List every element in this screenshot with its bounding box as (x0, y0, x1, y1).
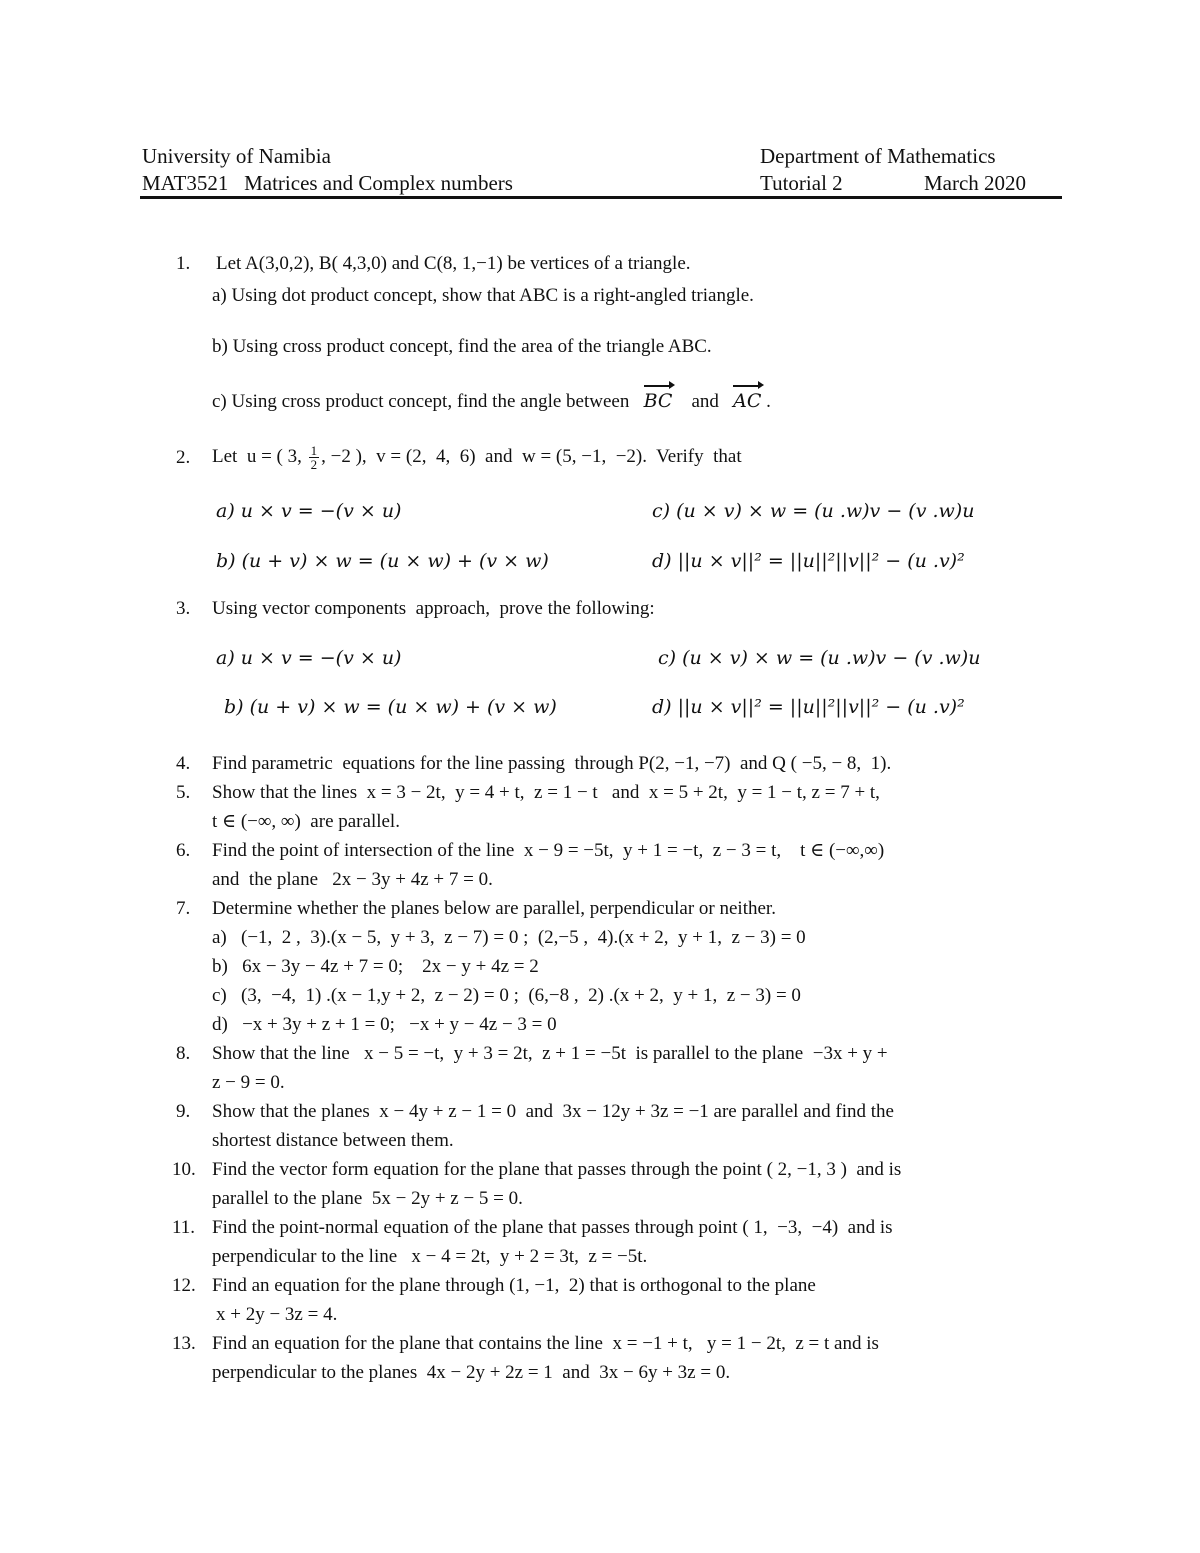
q10-line2: parallel to the plane 5x − 2y + z − 5 = 0. (212, 1188, 523, 1209)
q11-number: 11. (172, 1217, 196, 1238)
q2-number: 2. (176, 447, 191, 468)
q13-line1: Find an equation for the plane that contains the line x = −1 + t, y = 1 − 2t, z = t and is (212, 1333, 879, 1354)
q7-part-a: a) (−1, 2 , 3).(x − 5, y + 3, z − 7) = 0 ; (2,−5 , 4).(x + 2, y + 1, z − 3) = 0 (212, 927, 806, 948)
q12-number: 12. (172, 1275, 196, 1296)
university-name: University of Namibia (142, 144, 331, 168)
vector-bc: BC (643, 390, 673, 412)
q1-part-c (212, 389, 771, 414)
q4-number: 4. (176, 753, 191, 774)
vector-ac: AC (733, 390, 762, 412)
q3-stem: Using vector components approach, prove the following: (212, 598, 655, 619)
q3-part-b: b) (u + v) × w = (u × w) + (v × w) (224, 696, 557, 718)
fraction-denominator: 2 (310, 457, 318, 473)
q9-line2: shortest distance between them. (212, 1130, 454, 1151)
q9-line1: Show that the planes x − 4y + z − 1 = 0 and 3x − 12y + 3z = −1 are parallel and find the (212, 1101, 894, 1122)
q8-number: 8. (176, 1043, 191, 1064)
q1-part-c-end: . (766, 391, 771, 412)
course-title: MAT3521 Matrices and Complex numbers (142, 171, 513, 195)
q3-part-c: c) (u × v) × w = (u .w)v − (v .w)u (658, 647, 981, 669)
q7-part-c: c) (3, −4, 1) .(x − 1,y + 2, z − 2) = 0 ; (6,−8 , 2) .(x + 2, y + 1, z − 3) = 0 (212, 985, 801, 1006)
q6-line2: and the plane 2x − 3y + 4z + 7 = 0. (212, 869, 493, 890)
q3-number: 3. (176, 598, 191, 619)
department-name: Department of Mathematics (760, 144, 996, 168)
q3-part-a: a) u × v = −(v × u) (216, 647, 402, 669)
q7-part-d: d) −x + 3y + z + 1 = 0; −x + y − 4z − 3 = 0 (212, 1014, 557, 1035)
q1-part-c-text: c) Using cross product concept, find the angle between (212, 391, 630, 412)
q3-part-d: d) ||u × v||² = ||u||²||v||² − (u .v)² (652, 696, 965, 718)
q5-number: 5. (176, 782, 191, 803)
q12-line1: Find an equation for the plane through (1, −1, 2) that is orthogonal to the plane (212, 1275, 816, 1296)
q13-line2: perpendicular to the planes 4x − 2y + 2z = 1 and 3x − 6y + 3z = 0. (212, 1362, 731, 1383)
q5-line1: Show that the lines x = 3 − 2t, y = 4 + t, z = 1 − t and x = 5 + 2t, y = 1 − t, z = 7 + t, (212, 782, 880, 803)
one-half-fraction (309, 444, 320, 471)
q4-line1: Find parametric equations for the line passing through P(2, −1, −7) and Q ( −5, − 8, 1). (212, 753, 892, 774)
q2-stem (212, 442, 742, 472)
q10-line1: Find the vector form equation for the plane that passes through the point ( 2, −1, 3 ) and is (212, 1159, 902, 1180)
q2-part-c: c) (u × v) × w = (u .w)v − (v .w)u (652, 500, 975, 522)
q1-part-a: a) Using dot product concept, show that ABC is a right-angled triangle. (212, 285, 754, 306)
header-rule (140, 196, 1062, 199)
q7-number: 7. (176, 898, 191, 919)
tutorial-date: March 2020 (924, 171, 1027, 195)
q2-part-a: a) u × v = −(v × u) (216, 500, 402, 522)
q1-number: 1. (176, 253, 191, 274)
q6-number: 6. (176, 840, 191, 861)
q2-stem-post: , −2 ), v = (2, 4, 6) and w = (5, −1, −2). Verify that (321, 446, 742, 467)
tutorial-label: Tutorial 2 (760, 171, 843, 195)
q11-line2: perpendicular to the line x − 4 = 2t, y + 2 = 3t, z = −5t. (212, 1246, 648, 1267)
q8-line1: Show that the line x − 5 = −t, y + 3 = 2t, z + 1 = −5t is parallel to the plane −3x + y + (212, 1043, 888, 1064)
q8-line2: z − 9 = 0. (212, 1072, 285, 1093)
q2-part-d: d) ||u × v||² = ||u||²||v||² − (u .v)² (652, 550, 965, 572)
q1-part-b: b) Using cross product concept, find the area of the triangle ABC. (212, 336, 712, 357)
q7-part-b: b) 6x − 3y − 4z + 7 = 0; 2x − y + 4z = 2 (212, 956, 539, 977)
q2-stem-pre: Let u = ( 3, (212, 446, 307, 467)
q12-line2: x + 2y − 3z = 4. (216, 1304, 338, 1325)
q7-stem: Determine whether the planes below are parallel, perpendicular or neither. (212, 898, 776, 919)
q13-number: 13. (172, 1333, 196, 1354)
q11-line1: Find the point-normal equation of the plane that passes through point ( 1, −3, −4) and is (212, 1217, 893, 1238)
q5-line2: t ∈ (−∞, ∞) are parallel. (212, 811, 400, 832)
q1-stem: Let A(3,0,2), B( 4,3,0) and C(8, 1,−1) be vertices of a triangle. (216, 253, 691, 274)
q10-number: 10. (172, 1159, 196, 1180)
q1-part-c-and: and (691, 391, 719, 412)
fraction-numerator: 1 (310, 443, 318, 459)
q9-number: 9. (176, 1101, 191, 1122)
q2-part-b: b) (u + v) × w = (u × w) + (v × w) (216, 550, 549, 572)
q6-line1: Find the point of intersection of the line x − 9 = −5t, y + 1 = −t, z − 3 = t, t ∈ (−∞,∞) (212, 840, 885, 861)
